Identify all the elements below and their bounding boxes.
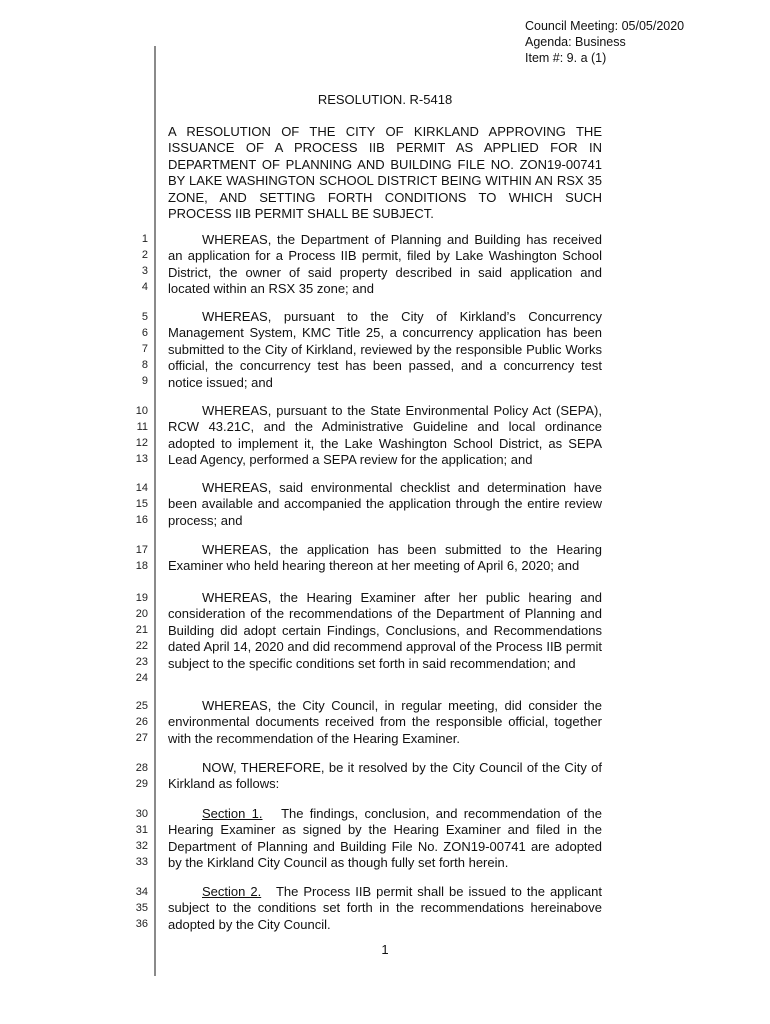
paragraph-text: WHEREAS, pursuant to the City of Kirkland’s Concurrency Management System, KMC Title 25, a concurrency application has been submitted to the City of Kirkland, reviewed by the responsible Public Works official, the concurrency test has been passed, and a concurrency test notice issued; and [168,309,602,390]
paragraph [168,760,602,793]
agenda-label: Agenda: Business [525,35,626,49]
line-number: 36 [135,918,148,930]
line-number: 19 [135,592,148,604]
line-number: 20 [135,608,148,620]
line-number: 23 [135,656,148,668]
line-number: 32 [135,840,148,852]
line-number: 33 [135,856,148,868]
section-text: The Process IIB permit shall be issued to the applicant subject to the conditions set forth in the recommendations hereinabove adopted by the City Council. [168,884,602,932]
line-number: 4 [141,281,148,293]
line-number: 14 [135,482,148,494]
page-number: 1 [381,942,389,957]
line-number: 10 [135,405,148,417]
line-number: 34 [135,886,148,898]
line-number: 18 [135,560,148,572]
section-text: The findings, conclusion, and recommendation of the Hearing Examiner as signed by the Hearing Examiner and filed in the Department of Planning and Building File No. ZON19-00741 are adopted by the Kirkland City Council as though fully set forth herein. [168,806,602,871]
paragraph [168,542,602,575]
line-number: 15 [135,498,148,510]
paragraph-text: WHEREAS, the City Council, in regular meeting, did consider the environmental documents received from the responsible official, together with the recommendation of the Hearing Examiner. [168,698,602,746]
line-number: 6 [141,327,148,339]
line-number: 28 [135,762,148,774]
paragraph-text: WHEREAS, the Hearing Examiner after her public hearing and consideration of the recommendations of the Department of Planning and Building did adopt certain Findings, Conclusions, and Recommendations dated April 14, 2020 and did recommend approval of the Process IIB permit subject to the specific conditions set forth in said recommendation; and [168,590,602,671]
paragraph [168,232,602,298]
line-number: 16 [135,514,148,526]
resolution-preamble: A RESOLUTION OF THE CITY OF KIRKLAND APPROVING THE ISSUANCE OF A PROCESS IIB PERMIT AS APPLIED FOR IN DEPARTMENT OF PLANNING AND BUILDING FILE NO. ZON19-00741 BY LAKE WASHINGTON SCHOOL DISTRICT BEING WITHIN AN RSX 35 ZONE, AND SETTING FORTH CONDITIONS TO WHICH SUCH PROCESS IIB PERMIT SHALL BE SUBJECT. [168,124,602,222]
line-number: 22 [135,640,148,652]
section-label: Section 2. [202,884,262,899]
item-number: Item #: 9. a (1) [525,51,607,65]
paragraph-text: WHEREAS, the Department of Planning and Building has received an application for a Process IIB permit, filed by Lake Washington School District, the owner of said property described in said application and located within an RSX 35 zone; and [168,232,602,297]
paragraph-text: WHEREAS, pursuant to the State Environmental Policy Act (SEPA), RCW 43.21C, and the Administrative Guideline and local ordinance adopted to implement it, the Lake Washington School District, as SEPA Lead Agency, performed a SEPA review for the application; and [168,403,602,468]
paragraph [168,590,602,672]
line-number: 27 [135,732,148,744]
line-number: 2 [141,249,148,261]
line-number: 26 [135,716,148,728]
paragraph-text: WHEREAS, the application has been submitted to the Hearing Examiner who held hearing thereon at her meeting of April 6, 2020; and [168,542,602,574]
line-number: 30 [135,808,148,820]
line-number: 13 [135,453,148,465]
line-number: 35 [135,902,148,914]
line-number: 3 [141,265,148,277]
meeting-date: Council Meeting: 05/05/2020 [525,19,685,33]
line-number: 25 [135,700,148,712]
meeting-header [525,18,684,66]
paragraph [168,309,602,391]
margin-rule [154,46,156,976]
line-number: 1 [141,233,148,245]
line-number: 31 [135,824,148,836]
line-number: 8 [141,359,148,371]
section-1 [168,806,602,872]
line-number: 17 [135,544,148,556]
line-number: 29 [135,778,148,790]
line-number: 21 [135,624,148,636]
section-label: Section 1. [202,806,263,821]
paragraph [168,403,602,469]
resolution-title: RESOLUTION. R-5418 [317,92,453,107]
line-number: 5 [141,311,148,323]
paragraph-text: WHEREAS, said environmental checklist and determination have been available and accompanied the application through the entire review process; and [168,480,602,528]
paragraph-text: NOW, THEREFORE, be it resolved by the City Council of the City of Kirkland as follows: [168,760,602,792]
paragraph [168,480,602,529]
section-2 [168,884,602,933]
line-number: 11 [136,421,148,433]
line-number: 12 [135,437,148,449]
line-number: 9 [141,375,148,387]
line-number: 24 [135,672,148,684]
line-number: 7 [141,343,148,355]
paragraph [168,698,602,747]
